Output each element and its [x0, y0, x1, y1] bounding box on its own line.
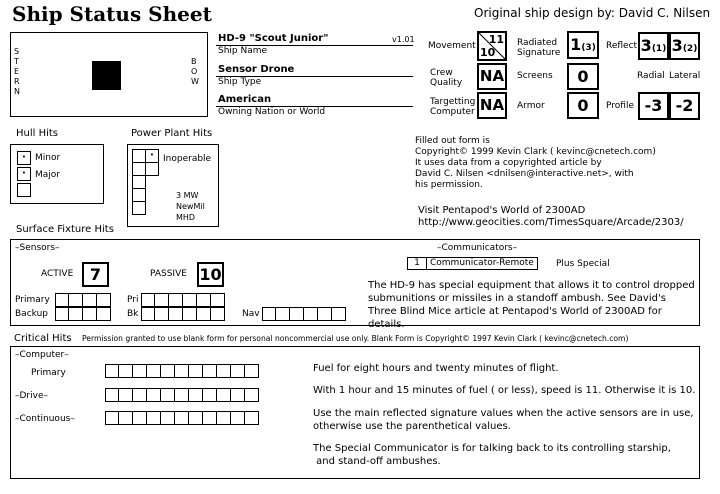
drive-title: –Drive–	[15, 391, 48, 401]
continuous-box-1[interactable]	[105, 411, 119, 425]
computer-primary-boxes[interactable]	[105, 364, 259, 378]
stern-label: STERN	[14, 47, 20, 96]
ship-diagram	[10, 32, 208, 117]
minor-hit-box[interactable]: •	[17, 151, 31, 165]
backup-box-1[interactable]	[55, 307, 69, 321]
bk-label: Bk	[127, 309, 139, 319]
pri-box-4[interactable]	[183, 293, 197, 307]
drive-box-5[interactable]	[161, 388, 175, 402]
nav-box-4[interactable]	[304, 307, 318, 321]
pp-output: 3 MW	[176, 191, 199, 200]
filled-notice-line-4: David C. Nilsen <dnilsen@interactive.net>, with	[415, 169, 634, 179]
filled-notice	[415, 136, 656, 191]
nav-box-1[interactable]	[262, 307, 276, 321]
note-signature-2: otherwise use the parenthetical values.	[313, 421, 511, 432]
profile-lateral-box: -2	[669, 92, 700, 120]
pp-box-2[interactable]: •	[145, 149, 159, 163]
backup-boxes[interactable]	[55, 307, 111, 321]
drive-boxes[interactable]	[105, 388, 259, 402]
computer-primary-box-5[interactable]	[161, 364, 175, 378]
screens-box: 0	[567, 63, 599, 90]
primary-box-1[interactable]	[55, 293, 69, 307]
nav-box-2[interactable]	[276, 307, 290, 321]
critical-hits-panel	[10, 346, 700, 479]
pri-box-2[interactable]	[155, 293, 169, 307]
visit-link[interactable]: http://www.geocities.com/TimesSquare/Arcade/2303/	[418, 217, 684, 228]
drive-box-10[interactable]	[231, 388, 245, 402]
ship-type-label: Ship Type	[218, 77, 262, 87]
drive-box-1[interactable]	[105, 388, 119, 402]
reflect-label: Reflect	[606, 41, 638, 51]
backup-box-3[interactable]	[83, 307, 97, 321]
power-plant-panel	[127, 144, 219, 227]
hull-hits-panel	[10, 144, 104, 204]
surface-fixture-title: Surface Fixture Hits	[16, 224, 114, 235]
armor-box: 0	[567, 92, 599, 119]
radiated-paren: (3)	[581, 43, 596, 53]
sensors-panel	[10, 239, 700, 330]
pp-drive: MHD	[176, 213, 196, 222]
hd9-note-line-1: The HD-9 has special equipment that allows it to control dropped	[368, 280, 695, 291]
continuous-box-10[interactable]	[231, 411, 245, 425]
ship-type-value: Sensor Drone	[218, 64, 295, 75]
drive-box-6[interactable]	[175, 388, 189, 402]
profile-label: Profile	[606, 101, 634, 111]
visit-line-1: Visit Pentapod's World of 2300AD	[418, 205, 586, 216]
drive-box-7[interactable]	[189, 388, 203, 402]
active-label: ACTIVE	[41, 269, 74, 279]
continuous-box-4[interactable]	[147, 411, 161, 425]
continuous-title: –Continuous–	[15, 414, 75, 424]
backup-label: Backup	[15, 309, 48, 319]
reflect-lateral-box	[669, 32, 700, 60]
crew-quality-label-2: Quality	[430, 78, 463, 88]
bk-boxes[interactable]	[141, 307, 225, 321]
movement-box	[477, 31, 507, 61]
primary-boxes[interactable]	[55, 293, 111, 307]
note-comm-2: and stand-off ambushes.	[313, 456, 441, 467]
hd9-note-line-2: submunitions or missiles in a standoff ambush. See David's	[368, 293, 666, 304]
movement-bottom: 10	[480, 46, 496, 59]
movement-top: 11	[488, 33, 504, 46]
continuous-box-9[interactable]	[217, 411, 231, 425]
design-credit: Original ship design by: David C. Nilsen	[474, 6, 711, 20]
primary-box-3[interactable]	[83, 293, 97, 307]
passive-value-box: 10	[197, 262, 224, 287]
hd9-note	[368, 279, 699, 331]
computer-primary-box-9[interactable]	[217, 364, 231, 378]
radiated-label-2: Signature	[517, 48, 561, 58]
bow-label: BOW	[191, 57, 199, 86]
pp-box-3[interactable]	[132, 162, 146, 176]
bk-box-5[interactable]	[197, 307, 211, 321]
communicator-suffix: Plus Special	[556, 259, 610, 269]
bk-box-6[interactable]	[211, 307, 225, 321]
minor-label: Minor	[35, 153, 61, 163]
pp-box-6[interactable]	[132, 188, 146, 202]
hull-hits-title: Hull Hits	[16, 128, 59, 139]
computer-primary-box-11[interactable]	[245, 364, 259, 378]
pp-box-7[interactable]	[132, 201, 146, 215]
hd9-note-line-3: Three Blind Mice article at Pentapod's World of 2300AD for details.	[368, 306, 662, 330]
computer-primary-box-2[interactable]	[119, 364, 133, 378]
nation-value: American	[218, 94, 272, 105]
drive-box-9[interactable]	[217, 388, 231, 402]
filled-notice-line-1: Filled out form is	[415, 136, 490, 146]
pp-box-1[interactable]	[132, 149, 146, 163]
drive-box-2[interactable]	[119, 388, 133, 402]
pri-box-1[interactable]	[141, 293, 155, 307]
major-hit-box[interactable]: •	[17, 167, 31, 181]
crew-quality-label-1: Crew	[430, 68, 453, 78]
nation-label: Owning Nation or World	[218, 107, 326, 117]
note-fuel: Fuel for eight hours and twenty minutes of flight.	[313, 363, 559, 374]
nav-box-3[interactable]	[290, 307, 304, 321]
note-comm-1: The Special Communicator is for talking back to its controlling starship,	[313, 443, 671, 454]
screens-label: Screens	[517, 71, 553, 81]
permission-notice: Permission granted to use blank form for personal noncommercial use only. Blank Form is Copyright© 1997 Kevin Clark ( kevinc@cnetech.com)	[82, 334, 629, 343]
nav-label: Nav	[242, 309, 260, 319]
pp-box-4[interactable]	[145, 162, 159, 176]
targetting-box: NA	[477, 92, 507, 119]
computer-title: –Computer–	[15, 350, 69, 360]
computer-primary-box-10[interactable]	[231, 364, 245, 378]
active-value-box: 7	[82, 262, 109, 287]
computer-primary-box-4[interactable]	[147, 364, 161, 378]
targetting-label-1: Targetting	[430, 97, 476, 107]
hull-extra-box[interactable]	[17, 183, 31, 197]
filled-notice-line-2: Copyright© 1999 Kevin Clark ( kevinc@cnetech.com)	[415, 147, 656, 157]
computer-primary-box-1[interactable]	[105, 364, 119, 378]
nav-box-5[interactable]	[318, 307, 332, 321]
page-title: Ship Status Sheet	[12, 2, 212, 26]
critical-hits-title: Critical Hits	[14, 333, 72, 344]
pri-label: Pri	[127, 295, 139, 305]
movement-label: Movement	[428, 41, 476, 51]
sensors-title: –Sensors–	[15, 243, 60, 253]
passive-label: PASSIVE	[150, 269, 187, 279]
computer-primary-label: Primary	[31, 368, 66, 378]
nav-boxes[interactable]	[262, 307, 346, 321]
drive-box-4[interactable]	[147, 388, 161, 402]
reflect-radial-box	[638, 32, 669, 60]
armor-label: Armor	[517, 101, 545, 111]
note-speed: With 1 hour and 15 minutes of fuel ( or less), speed is 11. Otherwise it is 10.	[313, 385, 696, 396]
ship-name-label: Ship Name	[218, 46, 268, 56]
crew-quality-box: NA	[477, 63, 507, 90]
continuous-boxes[interactable]	[105, 411, 259, 425]
computer-primary-box-6[interactable]	[175, 364, 189, 378]
continuous-box-8[interactable]	[203, 411, 217, 425]
profile-radial-box: -3	[638, 92, 669, 120]
pri-box-6[interactable]	[211, 293, 225, 307]
continuous-box-11[interactable]	[245, 411, 259, 425]
major-label: Major	[35, 170, 60, 180]
radiated-box	[567, 31, 599, 59]
ship-marker	[92, 61, 121, 90]
continuous-box-7[interactable]	[189, 411, 203, 425]
pp-box-5[interactable]	[132, 175, 146, 189]
communicators-title: –Communicators–	[437, 243, 518, 253]
continuous-box-6[interactable]	[175, 411, 189, 425]
radiated-main: 1	[570, 35, 582, 54]
computer-primary-box-8[interactable]	[203, 364, 217, 378]
pri-box-5[interactable]	[197, 293, 211, 307]
reflect-lateral-main: 3	[671, 36, 683, 55]
continuous-box-2[interactable]	[119, 411, 133, 425]
lateral-label: Lateral	[669, 71, 701, 81]
drive-box-3[interactable]	[133, 388, 147, 402]
primary-label: Primary	[15, 295, 50, 305]
inoperable-label: Inoperable	[163, 154, 212, 164]
reflect-radial-main: 3	[640, 36, 652, 55]
radial-label: Radial	[637, 71, 665, 81]
ship-name-value: HD-9 "Scout Junior"	[218, 33, 329, 44]
computer-primary-box-7[interactable]	[189, 364, 203, 378]
drive-box-8[interactable]	[203, 388, 217, 402]
continuous-box-5[interactable]	[161, 411, 175, 425]
communicator-item: Communicator-Remote	[427, 257, 538, 270]
reflect-lateral-paren: (2)	[682, 44, 698, 54]
ship-version: v1.01	[392, 35, 415, 44]
pp-type: NewMil	[176, 202, 205, 211]
bk-box-2[interactable]	[155, 307, 169, 321]
bk-box-4[interactable]	[183, 307, 197, 321]
power-plant-title: Power Plant Hits	[131, 128, 213, 139]
communicator-count: 1	[407, 257, 427, 270]
nav-box-6[interactable]	[332, 307, 346, 321]
note-signature-1: Use the main reflected signature values when the active sensors are in use,	[313, 408, 694, 419]
targetting-label-2: Computer	[430, 107, 475, 117]
drive-box-11[interactable]	[245, 388, 259, 402]
bk-box-1[interactable]	[141, 307, 155, 321]
pri-box-3[interactable]	[169, 293, 183, 307]
primary-box-2[interactable]	[69, 293, 83, 307]
continuous-box-3[interactable]	[133, 411, 147, 425]
primary-box-4[interactable]	[97, 293, 111, 307]
computer-primary-box-3[interactable]	[133, 364, 147, 378]
bk-box-3[interactable]	[169, 307, 183, 321]
reflect-radial-paren: (1)	[651, 44, 667, 54]
filled-notice-line-5: his permission.	[415, 180, 483, 190]
radiated-label-1: Radiated	[517, 38, 558, 48]
backup-box-4[interactable]	[97, 307, 111, 321]
filled-notice-line-3: It uses data from a copyrighted article by	[415, 158, 602, 168]
backup-box-2[interactable]	[69, 307, 83, 321]
pri-boxes[interactable]	[141, 293, 225, 307]
